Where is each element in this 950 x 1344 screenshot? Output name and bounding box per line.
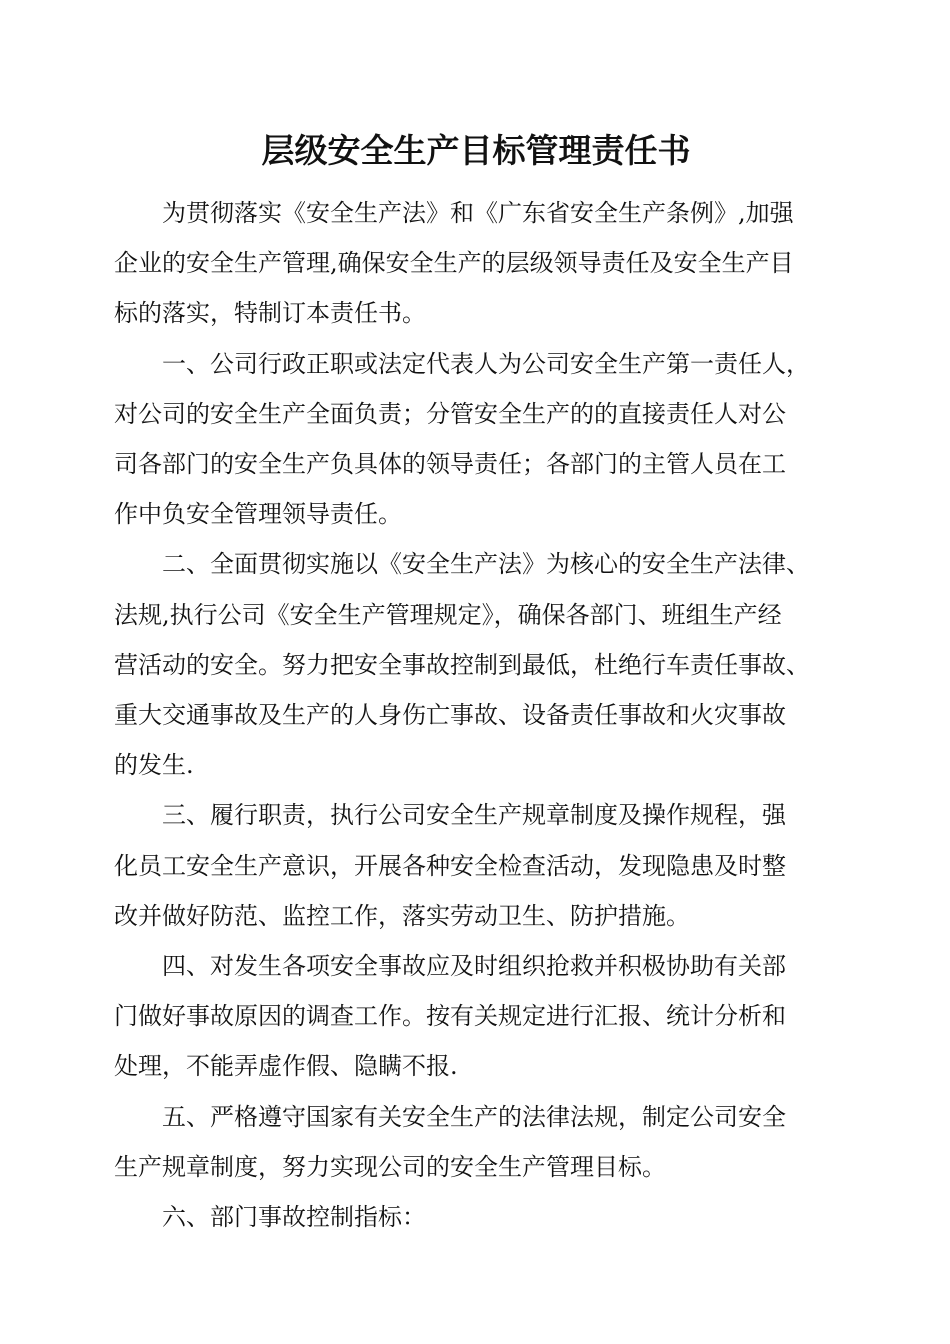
paragraph-intro <box>114 188 838 339</box>
text-line: 一、公司行政正职或法定代表人为公司安全生产第一责任人， <box>162 349 810 378</box>
text-line: 作中负安全管理领导责任。 <box>114 500 402 529</box>
paragraph-item-1 <box>114 339 838 540</box>
paragraph-item-2 <box>114 539 838 790</box>
text-line: 化员工安全生产意识，开展各种安全检查活动，发现隐患及时整 <box>114 851 786 880</box>
text-line: 的发生. <box>114 751 194 780</box>
text-line: 生产规章制度，努力实现公司的安全生产管理目标。 <box>114 1152 666 1181</box>
text-line: 企业的安全生产管理,确保安全生产的层级领导责任及安全生产目 <box>114 249 794 278</box>
text-line: 重大交通事故及生产的人身伤亡事故、设备责任事故和火灾事故 <box>114 701 786 730</box>
text-line: 改并做好防范、监控工作，落实劳动卫生、防护措施。 <box>114 901 690 930</box>
text-line: 营活动的安全。努力把安全事故控制到最低，杜绝行车责任事故、 <box>114 650 810 679</box>
paragraph-item-5 <box>114 1092 838 1192</box>
text-line: 标的落实，特制订本责任书。 <box>114 299 426 328</box>
text-line: 二、全面贯彻实施以《安全生产法》为核心的安全生产法律、 <box>162 550 810 579</box>
paragraph-item-3 <box>114 790 838 941</box>
text-line: 六、部门事故控制指标： <box>162 1203 426 1232</box>
text-line: 司各部门的安全生产负具体的领导责任；各部门的主管人员在工 <box>114 450 786 479</box>
text-line: 三、履行职责，执行公司安全生产规章制度及操作规程，强 <box>162 801 786 830</box>
text-line: 法规,执行公司《安全生产管理规定》，确保各部门、班组生产经 <box>114 600 782 629</box>
document-body <box>114 188 838 1242</box>
document-title: 层级安全生产目标管理责任书 <box>261 131 691 170</box>
text-line: 门做好事故原因的调查工作。按有关规定进行汇报、统计分析和 <box>114 1002 786 1031</box>
paragraph-item-6 <box>114 1192 838 1242</box>
text-line: 处理，不能弄虚作假、隐瞒不报. <box>114 1052 458 1081</box>
text-line: 对公司的安全生产全面负责；分管安全生产的的直接责任人对公 <box>114 399 786 428</box>
text-line: 五、严格遵守国家有关安全生产的法律法规，制定公司安全 <box>162 1102 786 1131</box>
text-line: 为贯彻落实《安全生产法》和《广东省安全生产条例》,加强 <box>162 199 794 227</box>
paragraph-item-4 <box>114 941 838 1092</box>
text-line: 四、对发生各项安全事故应及时组织抢救并积极协助有关部 <box>162 952 786 981</box>
